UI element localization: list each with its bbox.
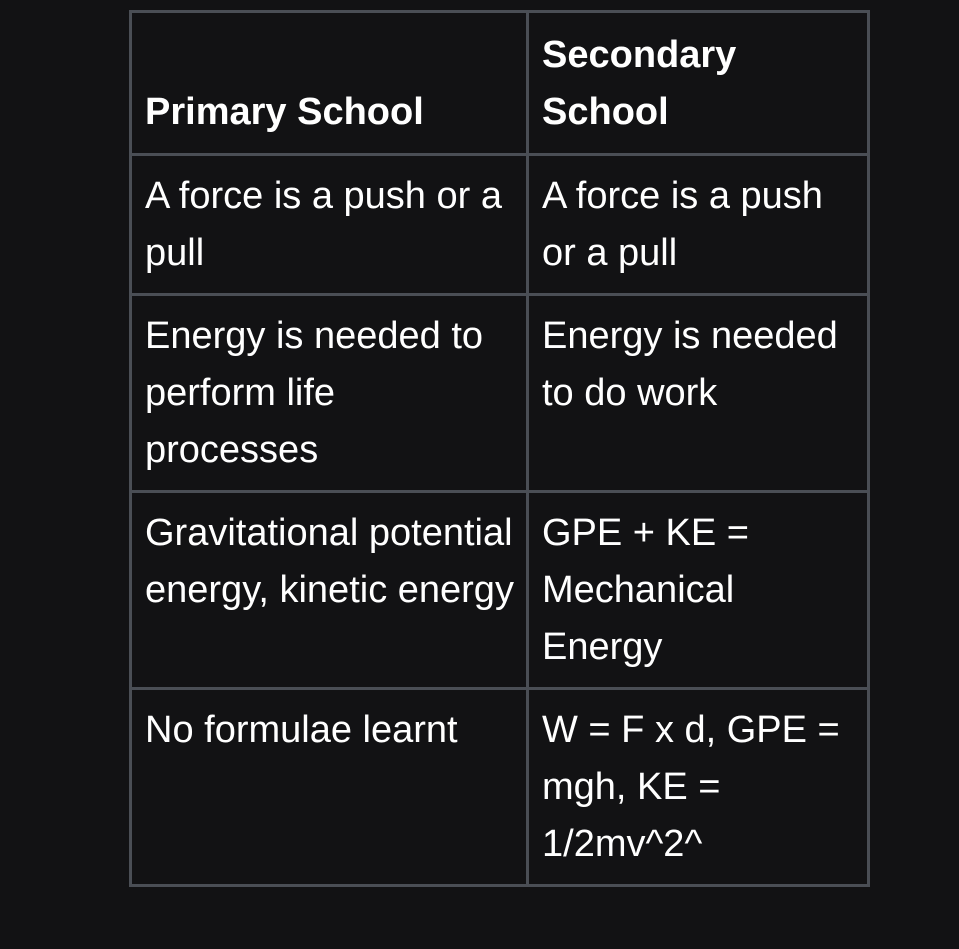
table-row [131, 689, 869, 886]
secondary-cell: W = F x d, GPE = mgh, KE = 1/2mv^2^ [528, 689, 869, 886]
table-row [131, 295, 869, 492]
primary-cell: Energy is needed to perform life processes [131, 295, 528, 492]
table-row [131, 492, 869, 689]
primary-cell: No formulae learnt [131, 689, 528, 886]
comparison-table [129, 10, 870, 887]
primary-cell: Gravitational potential energy, kinetic energy [131, 492, 528, 689]
secondary-cell: A force is a push or a pull [528, 155, 869, 295]
table-header-row [131, 12, 869, 155]
table-row [131, 155, 869, 295]
primary-cell: A force is a push or a pull [131, 155, 528, 295]
header-primary-school: Primary School [131, 12, 528, 155]
secondary-cell: Energy is needed to do work [528, 295, 869, 492]
header-secondary-school: Secondary School [528, 12, 869, 155]
secondary-cell: GPE + KE = Mechanical Energy [528, 492, 869, 689]
